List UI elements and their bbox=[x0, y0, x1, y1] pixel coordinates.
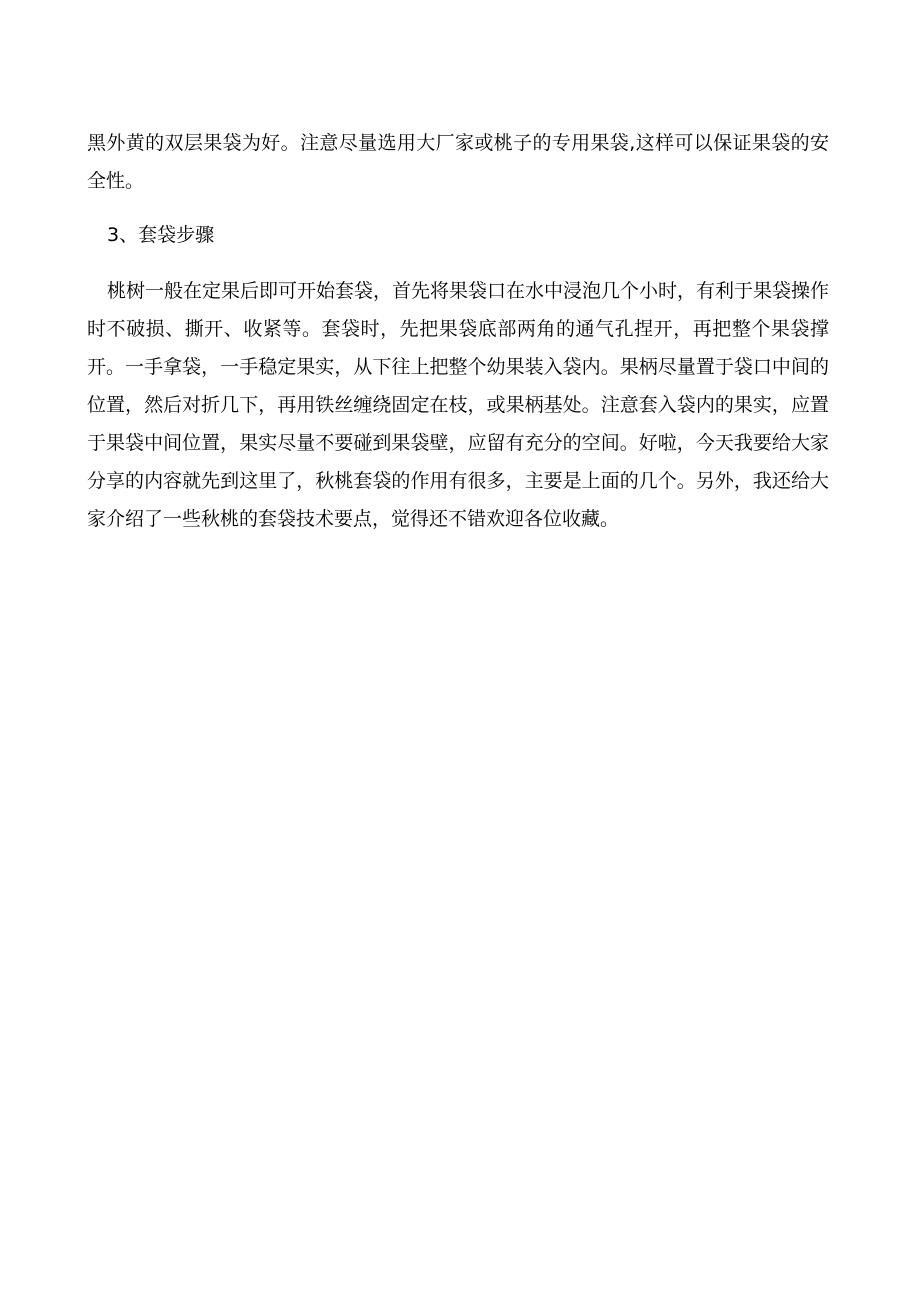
intro-paragraph: 黑外黄的双层果袋为好。注意尽量选用大厂家或桃子的专用果袋,这样可以保证果袋的安全性。 bbox=[87, 132, 829, 192]
section-heading: 3、套袋步骤 bbox=[107, 224, 215, 246]
document-page bbox=[87, 124, 829, 538]
body-paragraph: 桃树一般在定果后即可开始套袋，首先将果袋口在水中浸泡几个小时，有利于果袋操作时不破损、撕开、收紧等。套袋时，先把果袋底部两角的通气孔捏开，再把整个果袋撑开。一手拿袋，一手稳定果实，从下往上把整个幼果装入袋内。果柄尽量置于袋口中间的位置，然后对折几下，再用铁丝缠绕固定在枝，或果柄基处。注意套入袋内的果实，应置于果袋中间位置，果实尽量不要碰到果袋壁，应留有充分的空间。好啦，今天我要给大家分享的内容就先到这里了，秋桃套袋的作用有很多，主要是上面的几个。另外，我还给大家介绍了一些秋桃的套袋技术要点，觉得还不错欢迎各位收藏。 bbox=[87, 280, 830, 530]
